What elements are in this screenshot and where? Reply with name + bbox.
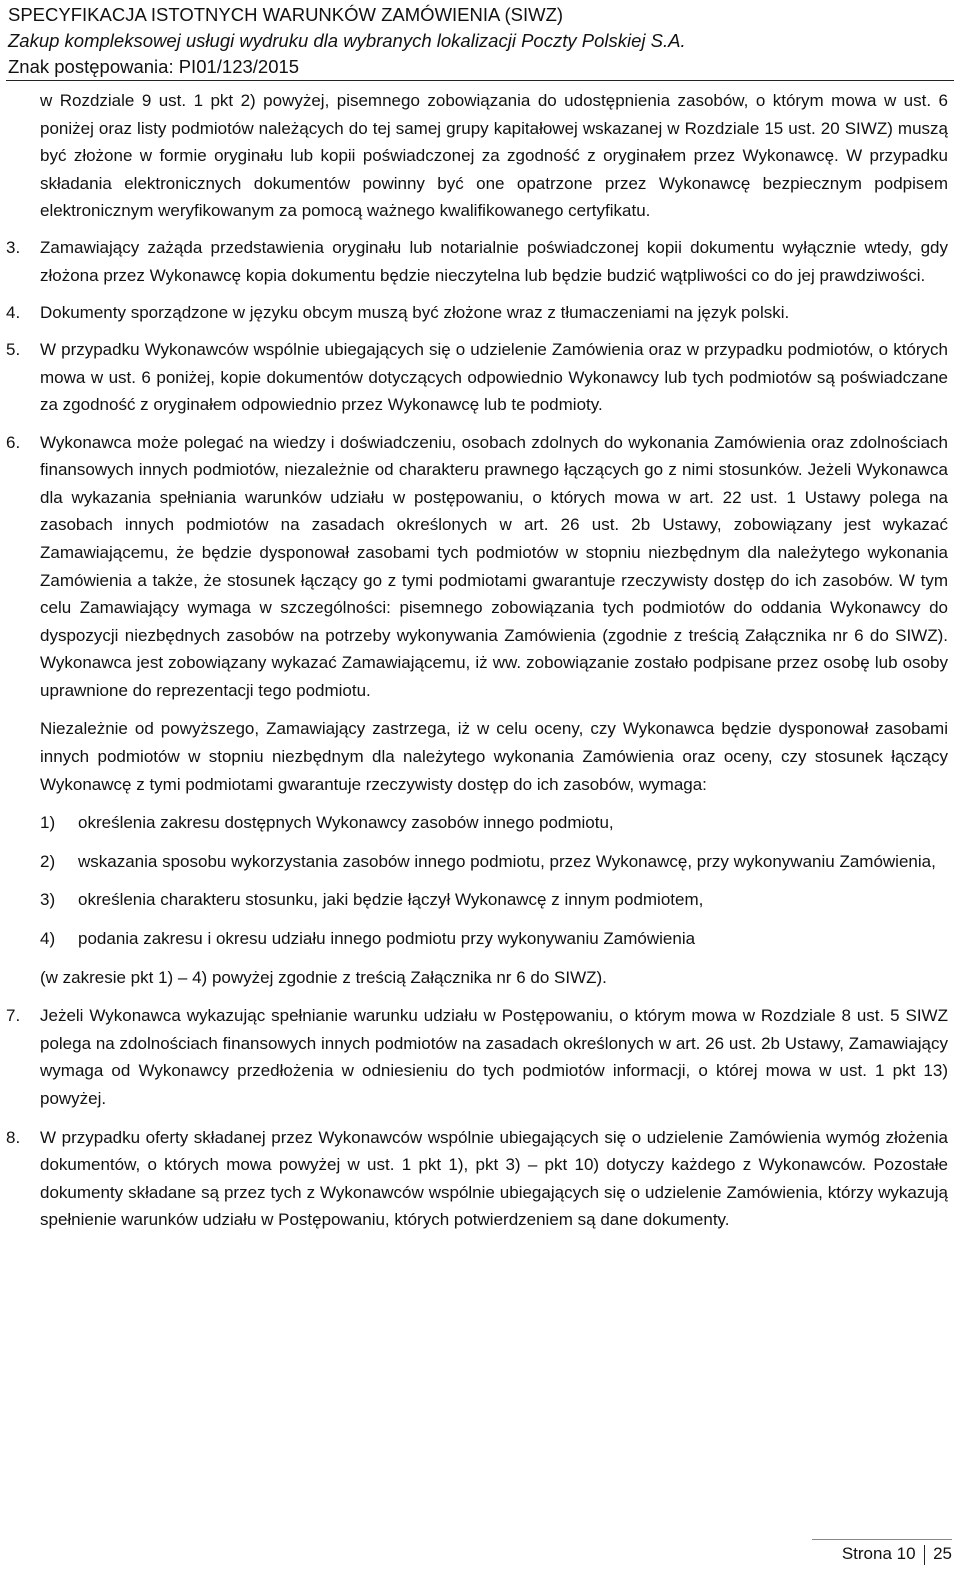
sub-item-2 <box>40 848 948 876</box>
header-title: SPECYFIKACJA ISTOTNYCH WARUNKÓW ZAMÓWIENIA (SIWZ) <box>8 4 564 25</box>
sub-item-number: 2) <box>40 851 56 871</box>
list-item-3 <box>6 234 948 289</box>
list-item-number: 4. <box>6 303 21 323</box>
header-subject: Zakup kompleksowej usługi wydruku dla wybranych lokalizacji Poczty Polskiej S.A. <box>8 30 686 51</box>
list-item-text: Wykonawca może polegać na wiedzy i doświadczeniu, osobach zdolnych do wykonania Zamówienia oraz zdolnościach finansowych innych podmiotów, niezależnie od charakteru prawnego łączących go z nimi stosunków. Jeżeli Wykonawca dla wykazania spełniania warunków udziału w postępowaniu, o których mowa w art. 22 ust. 1 Ustawy polega na zasobach innych podmiotów na zasadach określonych w art. 26 ust. 2b Ustawy, zobowiązany jest wykazać Zamawiającemu, że będzie dysponował zasobami tych podmiotów w stopniu niezbędnym dla należytego wykonania Zamówienia a także, że stosunek łączący go z tymi podmiotami gwarantuje rzeczywisty dostęp do ich zasobów. W tym celu Zamawiający wymaga w szczególności: pisemnego zobowiązania tych podmiotów do oddania Wykonawcy do dyspozycji niezbędnych zasobów na potrzeby wykonywania Zamówienia (zgodnie z treścią Załącznika nr 6 do SIWZ). Wykonawca jest zobowiązany wykazać Zamawiającemu, iż ww. zobowiązanie zostało podpisane przez osobę lub osoby uprawnione do reprezentacji tego podmiotu. <box>40 432 948 700</box>
sub-item-text: określenia zakresu dostępnych Wykonawcy zasobów innego podmiotu, <box>78 813 614 833</box>
page-footer <box>842 1541 952 1567</box>
list-item-text: Zamawiający zażąda przedstawienia oryginału lub notarialnie poświadczonej kopii dokumentu wyłącznie wtedy, gdy złożona przez Wykonawcę kopia dokumentu będzie nieczytelna lub będzie budzić wątpliwości co do jej prawdziwości. <box>40 238 948 286</box>
list-item-4 <box>6 299 948 327</box>
footer-divider <box>812 1539 952 1540</box>
list-item-5 <box>6 336 948 419</box>
header-case-number: Znak postępowania: PI01/123/2015 <box>8 56 300 77</box>
list-item-7 <box>6 1002 948 1112</box>
sub-item-4 <box>40 925 948 953</box>
page-total: 25 <box>933 1544 952 1563</box>
list-item-number: 5. <box>6 340 21 360</box>
list-item-text: Dokumenty sporządzone w języku obcym muszą być złożone wraz z tłumaczeniami na język polski. <box>40 303 790 323</box>
sub-item-number: 1) <box>40 813 56 833</box>
list-item-number: 7. <box>6 1006 21 1026</box>
header-divider <box>6 80 954 81</box>
sub-item-1 <box>40 809 948 837</box>
attachment-reference: (w zakresie pkt 1) – 4) powyżej zgodnie z treścią Załącznika nr 6 do SIWZ). <box>40 967 607 987</box>
document-body <box>6 87 948 1234</box>
sub-item-text: podania zakresu i okresu udziału innego podmiotu przy wykonywaniu Zamówienia <box>78 929 696 949</box>
list-item-number: 8. <box>6 1127 21 1147</box>
page-number: 10 <box>896 1544 916 1563</box>
requirement-paragraph: Niezależnie od powyższego, Zamawiający zastrzega, iż w celu oceny, czy Wykonawca będzie dysponował zasobami innych podmiotów w stopniu niezbędnym dla należytego wykonania Zamówienia oraz oceny, czy stosunek łączący Wykonawcę z tymi podmiotami gwarantuje rzeczywisty dostęp do ich zasobów, wymaga: <box>40 719 948 794</box>
page-label: Strona <box>841 1544 892 1563</box>
sub-item-number: 4) <box>40 929 56 949</box>
page-separator <box>924 1545 926 1565</box>
list-item-text: W przypadku oferty składanej przez Wykonawców wspólnie ubiegających się o udzielenie Zamówienia wymóg złożenia dokumentów, o których mowa powyżej w ust. 1 pkt 1), pkt 3) – pkt 10) dotyczy każdego z Wykonawców. Pozostałe dokumenty składane są przez tych z Wykonawców wspólnie ubiegających się o udzielenie Zamówienia, którzy wykazują spełnienie warunków udziału w Postępowaniu, których potwierdzeniem są dane dokumenty. <box>40 1127 948 1230</box>
list-item-number: 3. <box>6 238 21 258</box>
list-item-6 <box>6 429 948 705</box>
sub-item-text: określenia charakteru stosunku, jaki będzie łączył Wykonawcę z innym podmiotem, <box>78 890 704 910</box>
list-item-text: Jeżeli Wykonawca wykazując spełnianie warunku udziału w Postępowaniu, o którym mowa w Rozdziale 8 ust. 5 SIWZ polega na zdolnościach finansowych innych podmiotów na zasadach określonych w art. 26 ust. 2b Ustawy, Zamawiający wymaga od Wykonawcy przedłożenia w odniesieniu do tych podmiotów informacji, o której mowa w ust. 1 pkt 13) powyżej. <box>40 1006 948 1108</box>
list-item-number: 6. <box>6 432 21 452</box>
sub-item-text: wskazania sposobu wykorzystania zasobów innego podmiotu, przez Wykonawcę, przy wykonywaniu Zamówienia, <box>78 851 936 871</box>
sub-item-number: 3) <box>40 890 56 910</box>
intro-paragraph: w Rozdziale 9 ust. 1 pkt 2) powyżej, pisemnego zobowiązania do udostępnienia zasobów, o którym mowa w ust. 6 poniżej oraz listy podmiotów należących do tej samej grupy kapitałowej wskazanej w Rozdziale 15 ust. 20 SIWZ) muszą być złożone w formie oryginału lub kopii poświadczonej za zgodność z oryginałem przez Wykonawcę. W przypadku składania elektronicznych dokumentów powinny być one opatrzone przez Wykonawcę bezpiecznym podpisem elektronicznym weryfikowanym za pomocą ważnego kwalifikowanego certyfikatu. <box>40 91 948 221</box>
document-header <box>8 2 952 80</box>
list-item-8 <box>6 1124 948 1234</box>
sub-item-3 <box>40 886 948 914</box>
list-item-text: W przypadku Wykonawców wspólnie ubiegających się o udzielenie Zamówienia oraz w przypadku podmiotów, o których mowa w ust. 6 poniżej, kopie dokumentów dotyczących odpowiednio Wykonawcy lub tych podmiotów są poświadczane za zgodność z oryginałem odpowiednio przez Wykonawcę lub te podmioty. <box>40 340 948 415</box>
